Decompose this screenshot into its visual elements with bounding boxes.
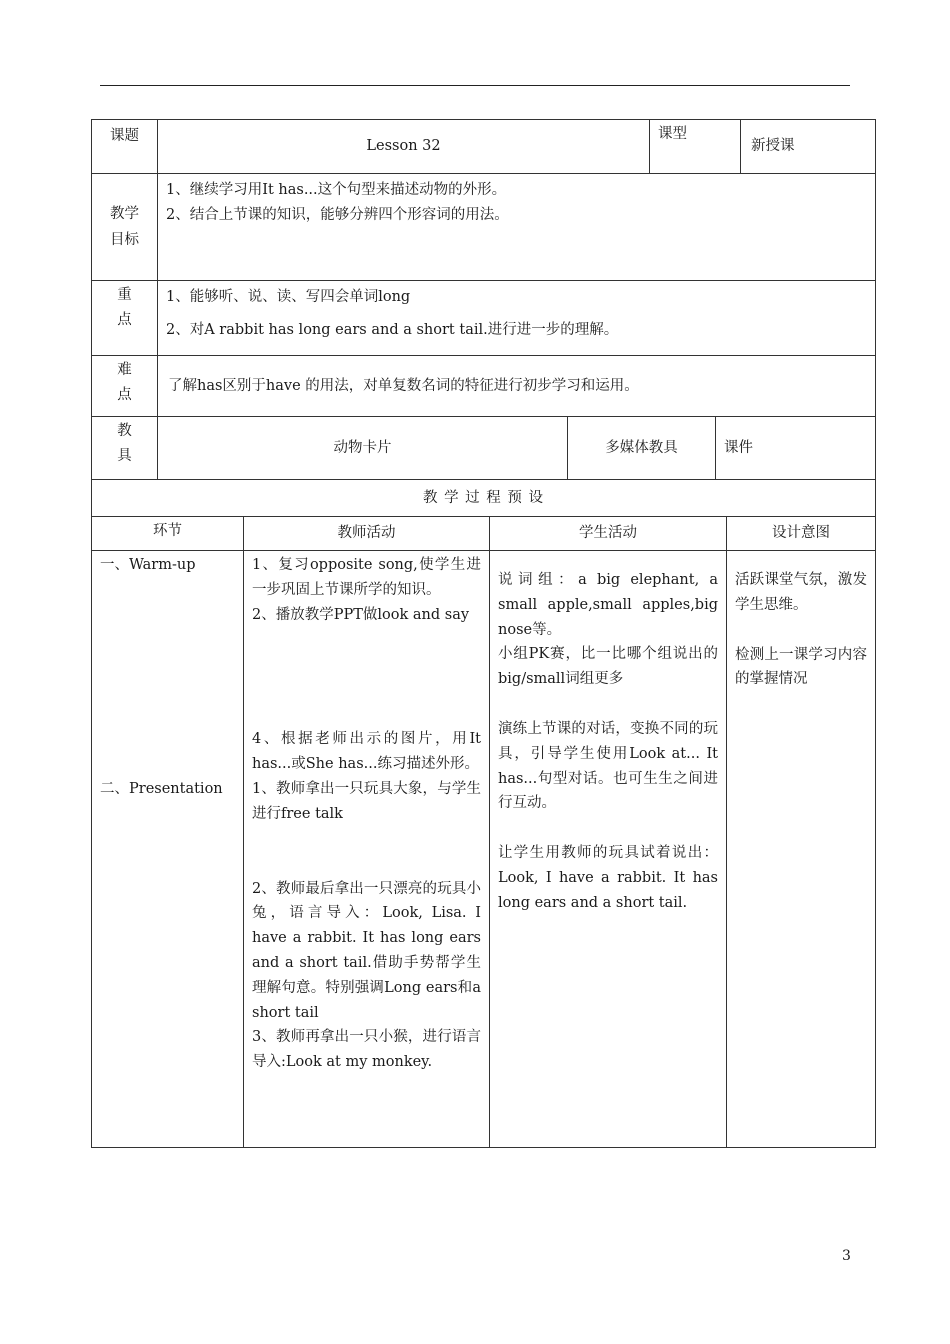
- header-stage: 环节: [92, 517, 244, 551]
- intent-cell: [727, 551, 876, 1148]
- teacher-item: 4、根据老师出示的图片，用It has...或She has...练习描述外形。: [252, 731, 481, 773]
- topic-value: Lesson 32: [158, 120, 650, 174]
- teacher-item: 3、教师再拿出一只小猴，进行语言导入:Look at my monkey.: [252, 1029, 481, 1071]
- tools-label: 教具: [92, 417, 158, 480]
- difficulty-text: 了解has区别于have 的用法，对单复数名词的特征进行初步学习和运用。: [158, 356, 876, 417]
- teacher-item: 1、教师拿出一只玩具大象，与学生进行free talk: [252, 780, 481, 822]
- student-item: 小组PK赛，比一比哪个组说出的big/small词组更多: [498, 646, 718, 688]
- goal-item: 1、继续学习用It has...这个句型来描述动物的外形。: [166, 182, 507, 198]
- header-teacher: 教师活动: [244, 517, 490, 551]
- page-number: 3: [842, 1248, 851, 1264]
- header-rule: [100, 85, 850, 86]
- header-student: 学生活动: [490, 517, 727, 551]
- header-intent: 设计意图: [727, 517, 876, 551]
- stage-cell: [92, 551, 244, 1148]
- goal-item: 2、结合上节课的知识，能够分辨四个形容词的用法。: [166, 207, 509, 223]
- student-item: 让学生用教师的玩具试着说出：Look, I have a rabbit. It has long ears and a short tail.: [498, 845, 718, 911]
- student-item: 说词组：a big elephant, a small apple,small apples,big nose等。: [498, 572, 718, 638]
- key-label: 重点: [92, 281, 158, 356]
- student-item: 演练上节课的对话，变换不同的玩具，引导学生使用Look at... It has...句型对话。也可生生之间进行互动。: [498, 720, 718, 812]
- key-item: 1、能够听、说、读、写四会单词long: [166, 289, 411, 305]
- goal-label: 教学目标: [92, 174, 158, 281]
- teacher-item: 2、播放教学PPT做look and say: [252, 606, 470, 623]
- tool-item: 多媒体教具: [568, 417, 716, 480]
- teacher-item: 2、教师最后拿出一只漂亮的玩具小兔，语言导入：Look, Lisa. I have a rabbit. It has long ears and a short tail.借助手势帮学生理解句意。特别强调Long ears和a short tail: [252, 880, 481, 1021]
- teacher-cell: [244, 551, 490, 1148]
- student-cell: [490, 551, 727, 1148]
- goals-cell: [158, 174, 876, 281]
- process-table: [91, 516, 876, 1148]
- type-value: 新授课: [741, 120, 876, 174]
- key-item: 2、对A rabbit has long ears and a short tail.进行进一步的理解。: [166, 322, 619, 338]
- tools-table: [91, 416, 876, 517]
- stage-warmup: 一、Warm-up: [100, 557, 196, 573]
- tool-item: 动物卡片: [158, 417, 568, 480]
- keys-cell: [158, 281, 876, 356]
- teacher-item: 1、复习opposite song,使学生进一步巩固上节课所学的知识。: [252, 557, 481, 598]
- process-title: 教 学 过 程 预 设: [92, 480, 876, 517]
- lesson-info-table: [91, 119, 876, 417]
- difficulty-label: 难点: [92, 356, 158, 417]
- intent-item: 活跃课堂气氛，激发学生思维。: [735, 572, 867, 613]
- intent-item: 检测上一课学习内容的掌握情况: [735, 646, 867, 688]
- topic-label: 课题: [92, 120, 158, 174]
- tool-item: 课件: [716, 417, 876, 480]
- stage-presentation: 二、Presentation: [100, 781, 223, 797]
- type-label: 课型: [650, 120, 741, 174]
